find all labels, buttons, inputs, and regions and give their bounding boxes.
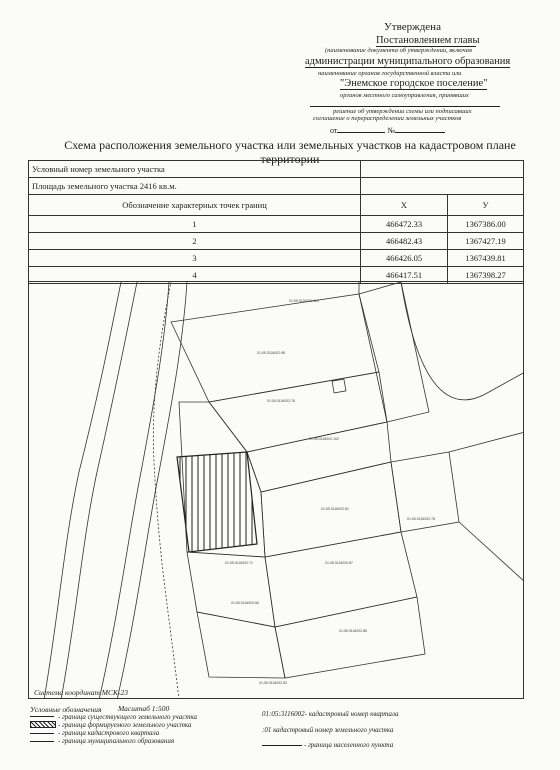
point-number: 4 [29,267,361,284]
quarter-boundary-swatch [30,733,54,734]
parcel [275,597,425,678]
point-number: 1 [29,216,361,233]
scale-label: Масштаб 1:500 [118,704,170,713]
parcel-number-label: 01:05:3116002:71 [225,561,253,565]
cond-number-value [361,161,524,178]
formed-parcel [177,452,257,552]
parcel-number-label: 01:05:3116002:87 [325,561,353,565]
resolution-label: Постановлением главы [376,35,480,46]
table-row [29,250,524,267]
date-number-line [330,125,445,136]
cadastral-map [28,281,524,699]
approved-label: Утверждена [384,21,441,33]
settlement-boundary-swatch [262,745,302,746]
legend-title: Условные обозначения [30,705,102,714]
parcel-number-label: 01:05:3116002:98 [257,351,285,355]
parcel-number-label: 01:05:3116002:63 [259,681,287,685]
point-y: 1367398.27 [448,267,524,284]
road-line [117,282,187,699]
point-number: 3 [29,250,361,267]
parcel-number-label: 01:05:3116002:66 [231,601,259,605]
y-header: У [448,195,524,216]
point-x: 466472.33 [361,216,448,233]
table-row [29,216,524,233]
point-number: 2 [29,233,361,250]
legend-formed: - граница формируемого земельного участка [58,721,192,729]
doc-name-hint: (наименование документа об утверждении, включая [325,47,473,54]
parcel [209,372,387,452]
authority-hint: наименование органов государственной власти или [318,70,462,77]
parcel-number-label: 01:05:3116002:102 [309,437,339,441]
settlement-name: "Энемское городское поселение" [340,78,488,89]
legend-parcel-number: :01 кадастровый номер земельного участка [262,726,394,734]
page-title: Схема расположения земельного участка или земельных участков на кадастровом плане территории [64,138,516,166]
point-x: 466482.43 [361,233,448,250]
decision-hint-1: решение об утверждении схемы или подписавших [333,108,472,115]
table-header-row [29,195,524,216]
parcel-info-table [28,160,524,284]
number-label: № [387,126,396,135]
parcel [197,612,285,678]
decision-hint-2: соглашение о перераспределении земельных участков [313,115,462,122]
parcel-number-label: 01:05:3116002:115 [289,299,319,303]
formed-parcel-swatch [30,721,56,728]
road-line [99,282,169,699]
parcel-number-label: 01:05:3116002:88 [339,629,367,633]
road-line [44,282,121,699]
legend-quarter-number: 01:05:3116002- кадастровый номер квартала [262,710,399,718]
legend-settlement: - граница населенного пункта [304,741,394,749]
area-label: Площадь земельного участка 2416 кв.м. [29,178,361,195]
points-header: Обозначение характерных точек границ [29,195,361,216]
map-drawing [29,282,524,699]
self-government-hint: органов местного самоуправления, принявших [340,92,469,99]
road-line [61,282,137,699]
road-line [153,282,179,699]
cond-number-label: Условный номер земельного участка [29,161,361,178]
parcel [171,294,379,402]
parcel-number-label: 01:05:3116002:76 [267,399,295,403]
legend-municipal: - граница муниципального образования [58,737,175,745]
parcel-number-label: 01:05:3116002:81 [321,507,349,511]
municipal-boundary-swatch [30,741,54,742]
parcel-number-label: 01:05:3116002:78 [407,517,435,521]
parcel [247,422,391,492]
table-row [29,161,524,178]
administration-name: администрации муниципального образования [305,56,511,67]
header-rule [310,106,500,107]
point-y: 1367427.19 [448,233,524,250]
point-x: 466426.05 [361,250,448,267]
table-row [29,178,524,195]
legend-quarter: - граница кадастрового квартала [58,729,160,737]
point-x: 466417.51 [361,267,448,284]
legend-existing: - граница существующего земельного участка [58,713,198,721]
point-y: 1367439.81 [448,250,524,267]
date-from-label: от [330,126,338,135]
area-value [361,178,524,195]
x-header: X [361,195,448,216]
point-y: 1367386.00 [448,216,524,233]
coordinate-system: Система координат МСК-23 [34,688,128,697]
table-row [29,233,524,250]
existing-parcel-swatch [30,716,54,717]
